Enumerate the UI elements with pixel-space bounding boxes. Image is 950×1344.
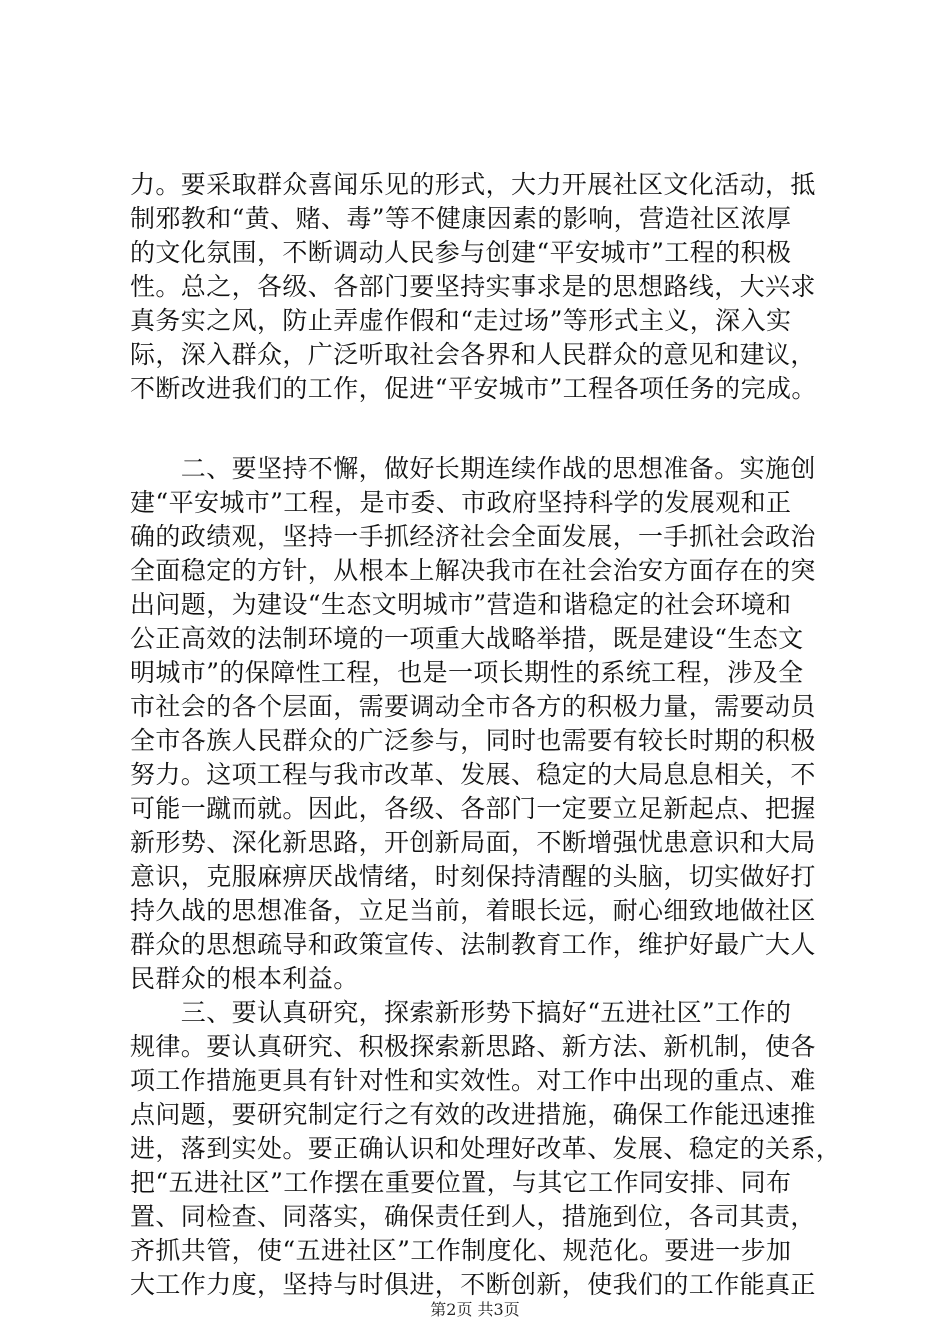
text-line: 可能一蹴而就。因此，各级、各部门一定要立足新起点、把握: [130, 794, 816, 823]
text-line: 进，落到实处。要正确认识和处理好改革、发展、稳定的关系，: [130, 1134, 842, 1163]
text-line: 规律。要认真研究、积极探索新思路、新方法、新机制，使各: [130, 1032, 816, 1061]
text-line: 点问题，要研究制定行之有效的改进措施，确保工作能迅速推: [130, 1100, 816, 1129]
text-line: 市社会的各个层面，需要调动全市各方的积极力量，需要动员: [130, 692, 816, 721]
text-line: 的文化氛围，不断调动人民参与创建“平安城市”工程的积极: [130, 238, 792, 267]
text-line: 把“五进社区”工作摆在重要位置，与其它工作同安排、同布: [130, 1168, 792, 1197]
text-line: 大工作力度，坚持与时俱进，不断创新，使我们的工作能真正: [130, 1270, 816, 1299]
text-line: 持久战的思想准备，立足当前，着眼长远，耐心细致地做社区: [130, 896, 816, 925]
text-line: 公正高效的法制环境的一项重大战略举措，既是建设“生态文: [130, 624, 804, 653]
text-line: 制邪教和“黄、赌、毒”等不健康因素的影响，营造社区浓厚: [130, 204, 792, 233]
section-heading-line: 三、要认真研究，探索新形势下搞好“五进社区”工作的: [130, 998, 792, 1027]
text-line: 全面稳定的方针，从根本上解决我市在社会治安方面存在的突: [130, 556, 816, 585]
text-line: 建“平安城市”工程，是市委、市政府坚持科学的发展观和正: [130, 488, 792, 517]
page-number: 第2页 共3页: [430, 1300, 520, 1319]
text-line: 确的政绩观，坚持一手抓经济社会全面发展，一手抓社会政治: [130, 522, 816, 551]
text-line: 齐抓共管，使“五进社区”工作制度化、规范化。要进一步加: [130, 1236, 792, 1265]
text-line: 群众的思想疏导和政策宣传、法制教育工作，维护好最广大人: [130, 930, 816, 959]
text-line: 意识，克服麻痹厌战情绪，时刻保持清醒的头脑，切实做好打: [130, 862, 816, 891]
text-line: 新形势、深化新思路，开创新局面，不断增强忧患意识和大局: [130, 828, 816, 857]
text-line: 性。总之，各级、各部门要坚持实事求是的思想路线，大兴求: [130, 272, 816, 301]
text-line: 真务实之风，防止弄虚作假和“走过场”等形式主义，深入实: [130, 306, 792, 335]
text-line: 力。要采取群众喜闻乐见的形式，大力开展社区文化活动，抵: [130, 170, 816, 199]
text-line: 民群众的根本利益。: [130, 964, 359, 993]
text-line: 置、同检查、同落实，确保责任到人，措施到位，各司其责，: [130, 1202, 816, 1231]
text-line: 际，深入群众，广泛听取社会各界和人民群众的意见和建议，: [130, 340, 816, 369]
text-line: 出问题，为建设“生态文明城市”营造和谐稳定的社会环境和: [130, 590, 792, 619]
text-line: 不断改进我们的工作，促进“平安城市”工程各项任务的完成。: [130, 374, 817, 403]
section-heading-line: 二、要坚持不懈，做好长期连续作战的思想准备。实施创: [130, 454, 816, 483]
text-line: 明城市”的保障性工程，也是一项长期性的系统工程，涉及全: [130, 658, 804, 687]
text-line: 全市各族人民群众的广泛参与，同时也需要有较长时期的积极: [130, 726, 816, 755]
text-line: 项工作措施更具有针对性和实效性。对工作中出现的重点、难: [130, 1066, 816, 1095]
text-line: 努力。这项工程与我市改革、发展、稳定的大局息息相关，不: [130, 760, 816, 789]
